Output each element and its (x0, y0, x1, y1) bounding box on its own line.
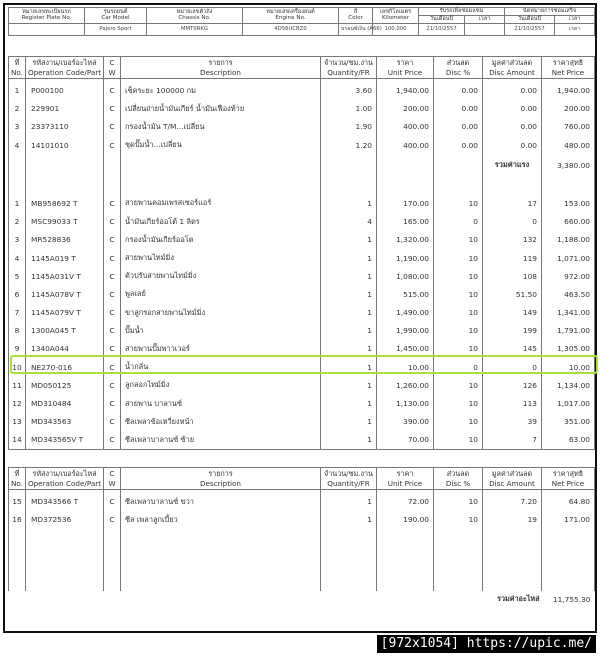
row-disc: 10 (434, 285, 483, 303)
row-disc-amount: 17 (483, 192, 542, 212)
row-code: P000100 (26, 79, 104, 100)
table-row (9, 340, 595, 358)
table-row (9, 490, 595, 511)
col-net: ราคาสุทธิ Net Price (542, 468, 595, 490)
row-no: 10 (9, 358, 26, 376)
row-no: 7 (9, 304, 26, 322)
table-row (9, 213, 595, 231)
row-disc-amount: 145 (483, 340, 542, 358)
row-disc-amount: 0 (483, 358, 542, 376)
row-code: NE270-016 (26, 358, 104, 376)
row-net: 64.80 (542, 490, 595, 511)
row-unit-price: 170.00 (377, 192, 434, 212)
hdr-received: รับรถเพื่อซ่อมแซม (419, 8, 505, 16)
row-unit-price: 1,080.00 (377, 267, 434, 285)
row-desc: น้ำกลั่น (121, 358, 321, 376)
row-net: 63.00 (542, 431, 595, 450)
row-code: MD343565V T (26, 431, 104, 450)
row-desc: พูลเลย์ (121, 285, 321, 303)
row-code: 1300A045 T (26, 322, 104, 340)
row-cw: C (104, 231, 121, 249)
row-code: MD310484 (26, 394, 104, 412)
row-net: 1,071.00 (542, 249, 595, 267)
row-net: 10.00 (542, 358, 595, 376)
row-qty: 1 (321, 490, 377, 511)
hdr-chassis-no: หมายเลขตัวถัง Chassis No. (147, 8, 243, 24)
row-desc: เปลี่ยนถ่ายน้ำมันเกียร์ น้ำมันเฟืองท้าย (121, 100, 321, 118)
row-disc-amount: 0.00 (483, 136, 542, 154)
hdr-received-time: เวลา (465, 15, 505, 23)
table-row (9, 413, 595, 431)
row-net: 1,940.00 (542, 79, 595, 100)
val-received-time (465, 23, 505, 35)
row-code: 1145A079V T (26, 304, 104, 322)
row-net: 1,188.00 (542, 231, 595, 249)
row-disc: 10 (434, 394, 483, 412)
row-disc-amount: 149 (483, 304, 542, 322)
table-row (9, 267, 595, 285)
val-car-model: Pajero Sport (85, 23, 147, 35)
watermark: [972x1054] https://upic.me/ (377, 635, 596, 653)
row-code: MB958692 T (26, 192, 104, 212)
col-no: ที่ No. (9, 57, 26, 79)
hdr-received-date: วันเดือนปี (419, 15, 465, 23)
table-row (9, 231, 595, 249)
row-desc: ชุดปั๊มน้ำ...เปลี่ยน (121, 136, 321, 154)
col-desc: รายการ Description (121, 468, 321, 490)
row-no: 4 (9, 249, 26, 267)
row-disc-amount: 7 (483, 431, 542, 450)
col-cw: C W (104, 57, 121, 79)
val-color: บรอนซ์เงิน (A66) (339, 23, 373, 35)
row-code: 1340A044 (26, 340, 104, 358)
row-unit-price: 1,260.00 (377, 376, 434, 394)
row-net: 1,791.00 (542, 322, 595, 340)
row-desc: ขาลูกรอกสายพานไทม์มิ่ง (121, 304, 321, 322)
hdr-kilometer: เลขกิโลเมตร Kilometer (373, 8, 419, 24)
row-net: 660.00 (542, 213, 595, 231)
row-cw: C (104, 136, 121, 154)
row-qty: 3.60 (321, 79, 377, 100)
table-row (9, 304, 595, 322)
row-no: 4 (9, 136, 26, 154)
col-disc-amount: มูลค่าส่วนลด Disc Amount (483, 57, 542, 79)
row-unit-price: 400.00 (377, 136, 434, 154)
table-row (9, 358, 595, 376)
table-row (9, 100, 595, 118)
table-row (9, 322, 595, 340)
row-cw: C (104, 79, 121, 100)
table-row (9, 249, 595, 267)
row-cw: C (104, 118, 121, 136)
row-cw: C (104, 192, 121, 212)
row-code: MD343566 T (26, 490, 104, 511)
row-qty: 1 (321, 431, 377, 450)
row-disc: 10 (434, 340, 483, 358)
row-cw: C (104, 267, 121, 285)
row-qty: 1 (321, 249, 377, 267)
table-row (9, 192, 595, 212)
row-unit-price: 200.00 (377, 100, 434, 118)
hdr-color: สี Color (339, 8, 373, 24)
row-net: 153.00 (542, 192, 595, 212)
row-qty: 1 (321, 285, 377, 303)
row-disc-amount: 0.00 (483, 79, 542, 100)
row-qty: 1 (321, 340, 377, 358)
row-no: 15 (9, 490, 26, 511)
row-unit-price: 1,190.00 (377, 249, 434, 267)
row-no: 5 (9, 267, 26, 285)
row-unit-price: 1,990.00 (377, 322, 434, 340)
row-code: MD372536 (26, 511, 104, 529)
hdr-car-model: รุ่นรถยนต์ Car Model (85, 8, 147, 24)
row-no: 9 (9, 340, 26, 358)
row-qty: 1 (321, 413, 377, 431)
row-unit-price: 515.00 (377, 285, 434, 303)
row-no: 8 (9, 322, 26, 340)
row-disc: 0.00 (434, 79, 483, 100)
row-unit-price: 70.00 (377, 431, 434, 450)
row-qty: 1 (321, 304, 377, 322)
row-net: 760.00 (542, 118, 595, 136)
row-code: 23373110 (26, 118, 104, 136)
row-net: 480.00 (542, 136, 595, 154)
col-cw: C W (104, 468, 121, 490)
table-row (9, 285, 595, 303)
row-disc-amount: 51.50 (483, 285, 542, 303)
row-qty: 4 (321, 213, 377, 231)
row-disc: 10 (434, 431, 483, 450)
row-desc: ซีลเพลาบาลานซ์ ขวา (121, 490, 321, 511)
row-disc-amount: 0.00 (483, 100, 542, 118)
col-unit: ราคา Unit Price (377, 468, 434, 490)
row-code: 14101010 (26, 136, 104, 154)
row-desc: สายพานไทม์มิ่ง (121, 249, 321, 267)
invoice-page (3, 3, 597, 633)
table-row (9, 511, 595, 529)
row-desc: ลูกลอกไทม์มิ่ง (121, 376, 321, 394)
row-desc: ซีล เพลาลูกเบี้ยว (121, 511, 321, 529)
hdr-appointment: นัดหมายการซ่อมเสร็จ (505, 8, 595, 16)
row-no: 13 (9, 413, 26, 431)
row-disc-amount: 132 (483, 231, 542, 249)
row-code: 1145A078V T (26, 285, 104, 303)
row-cw: C (104, 358, 121, 376)
row-disc-amount: 39 (483, 413, 542, 431)
row-code: MD343563 (26, 413, 104, 431)
row-net: 1,017.00 (542, 394, 595, 412)
col-disc: ส่วนลด Disc % (434, 468, 483, 490)
row-qty: 1.20 (321, 136, 377, 154)
hdr-engine-no: หมายเลขเครื่องยนต์ Engine No. (243, 8, 339, 24)
row-unit-price: 72.00 (377, 490, 434, 511)
row-no: 1 (9, 79, 26, 100)
row-code: 1145A031V T (26, 267, 104, 285)
row-disc: 10 (434, 511, 483, 529)
row-disc-amount: 19 (483, 511, 542, 529)
col-net: ราคาสุทธิ Net Price (542, 57, 595, 79)
table-row (9, 136, 595, 154)
labor-parts-table (8, 56, 595, 450)
row-cw: C (104, 376, 121, 394)
row-qty: 1 (321, 231, 377, 249)
row-no: 2 (9, 100, 26, 118)
row-net: 972.00 (542, 267, 595, 285)
row-cw: C (104, 213, 121, 231)
col-disc-amount: มูลค่าส่วนลด Disc Amount (483, 468, 542, 490)
col-code: รหัสงาน/เบอร์อะไหล่ Operation Code/Part (26, 57, 104, 79)
row-unit-price: 1,450.00 (377, 340, 434, 358)
row-no: 14 (9, 431, 26, 450)
row-desc: ตัวปรับสายพานไทม์มิ่ง (121, 267, 321, 285)
parts-total-label: รวมค่าอะไหล่ (497, 594, 540, 604)
row-disc-amount: 0 (483, 213, 542, 231)
row-cw: C (104, 511, 121, 529)
row-unit-price: 1,130.00 (377, 394, 434, 412)
row-no: 6 (9, 285, 26, 303)
row-disc: 0 (434, 358, 483, 376)
row-unit-price: 400.00 (377, 118, 434, 136)
row-cw: C (104, 285, 121, 303)
col-code: รหัสงาน/เบอร์อะไหล่ Operation Code/Part (26, 468, 104, 490)
row-disc: 0 (434, 213, 483, 231)
row-disc: 10 (434, 413, 483, 431)
row-qty: 1.90 (321, 118, 377, 136)
row-desc: ซีลเพลาบาลานซ์ ซ้าย (121, 431, 321, 450)
col-unit: ราคา Unit Price (377, 57, 434, 79)
col-qty: จำนวน/ชม.งาน Quantity/FR (321, 57, 377, 79)
table-row (9, 394, 595, 412)
row-disc: 10 (434, 304, 483, 322)
row-qty: 1 (321, 376, 377, 394)
row-disc: 10 (434, 231, 483, 249)
row-qty: 1 (321, 511, 377, 529)
row-qty: 1 (321, 358, 377, 376)
val-kilometer: 100,000 (373, 23, 419, 35)
val-received-date: 21/10/2557 (419, 23, 465, 35)
row-disc-amount: 108 (483, 267, 542, 285)
row-disc: 10 (434, 249, 483, 267)
row-cw: C (104, 340, 121, 358)
hdr-appointment-date: วันเดือนปี (505, 15, 555, 23)
row-no: 3 (9, 118, 26, 136)
row-cw: C (104, 431, 121, 450)
row-qty: 1 (321, 322, 377, 340)
row-qty: 1 (321, 267, 377, 285)
row-cw: C (104, 490, 121, 511)
row-desc: กรองน้ำมันเกียร์ออโต (121, 231, 321, 249)
row-net: 1,305.00 (542, 340, 595, 358)
row-code: 229901 (26, 100, 104, 118)
row-unit-price: 1,320.00 (377, 231, 434, 249)
row-unit-price: 190.00 (377, 511, 434, 529)
row-net: 1,134.00 (542, 376, 595, 394)
row-no: 1 (9, 192, 26, 212)
row-disc: 10 (434, 192, 483, 212)
val-chassis-no: MMT0RKG (147, 23, 243, 35)
col-qty: จำนวน/ชม.งาน Quantity/FR (321, 468, 377, 490)
row-code: MD050125 (26, 376, 104, 394)
row-no: 12 (9, 394, 26, 412)
col-no: ที่ No. (9, 468, 26, 490)
row-disc: 10 (434, 267, 483, 285)
row-desc: ซีลเพลาข้อเหวี่ยงหน้า (121, 413, 321, 431)
parts-total: 11,755.30 (552, 595, 591, 605)
row-disc: 10 (434, 490, 483, 511)
row-code: MR528836 (26, 231, 104, 249)
val-register-plate (9, 23, 85, 35)
row-desc: ปั๊มน้ำ (121, 322, 321, 340)
row-desc: กรองน้ำมัน T/M...เปลี่ยน (121, 118, 321, 136)
row-unit-price: 10.00 (377, 358, 434, 376)
row-unit-price: 1,940.00 (377, 79, 434, 100)
row-disc: 0.00 (434, 118, 483, 136)
row-disc: 0.00 (434, 136, 483, 154)
row-desc: สายพานคอมเพรสเซอร์แอร์ (121, 192, 321, 212)
row-qty: 1.00 (321, 100, 377, 118)
row-code: 1145A019 T (26, 249, 104, 267)
hdr-register-plate: หมายเลขทะเบียนรถ Register Plate No. (9, 8, 85, 24)
row-qty: 1 (321, 192, 377, 212)
row-net: 463.50 (542, 285, 595, 303)
row-disc: 0.00 (434, 100, 483, 118)
row-cw: C (104, 413, 121, 431)
val-appointment-time: เวลา (555, 23, 595, 35)
table-row (9, 118, 595, 136)
row-disc: 10 (434, 322, 483, 340)
row-cw: C (104, 100, 121, 118)
row-disc-amount: 0.00 (483, 118, 542, 136)
row-desc: เช็คระยะ 100000 กม (121, 79, 321, 100)
hdr-appointment-time: เวลา (555, 15, 595, 23)
labor-total-label: รวมค่าแรง (483, 154, 542, 174)
col-disc: ส่วนลด Disc % (434, 57, 483, 79)
row-unit-price: 390.00 (377, 413, 434, 431)
table-row (9, 376, 595, 394)
row-net: 171.00 (542, 511, 595, 529)
row-no: 16 (9, 511, 26, 529)
row-net: 200.00 (542, 100, 595, 118)
row-code: MSC99033 T (26, 213, 104, 231)
row-no: 2 (9, 213, 26, 231)
val-engine-no: 4D56UCBZ0 (243, 23, 339, 35)
row-cw: C (104, 249, 121, 267)
row-cw: C (104, 322, 121, 340)
row-cw: C (104, 394, 121, 412)
row-net: 1,341.00 (542, 304, 595, 322)
row-no: 3 (9, 231, 26, 249)
row-disc-amount: 126 (483, 376, 542, 394)
row-no: 11 (9, 376, 26, 394)
col-desc: รายการ Description (121, 57, 321, 79)
row-unit-price: 1,490.00 (377, 304, 434, 322)
row-desc: สายพาน บาลานซ์ (121, 394, 321, 412)
row-disc: 10 (434, 376, 483, 394)
row-net: 351.00 (542, 413, 595, 431)
row-disc-amount: 113 (483, 394, 542, 412)
parts-table-continued (8, 467, 595, 609)
vehicle-info-table (8, 7, 595, 36)
row-qty: 1 (321, 394, 377, 412)
table-row (9, 431, 595, 450)
row-disc-amount: 119 (483, 249, 542, 267)
row-disc-amount: 199 (483, 322, 542, 340)
row-desc: น้ำมันเกียร์ออโต้ 1 ลิตร (121, 213, 321, 231)
row-desc: สายพานปั๊มพาวเวอร์ (121, 340, 321, 358)
table-row (9, 79, 595, 100)
labor-total: 3,380.00 (542, 154, 595, 174)
row-unit-price: 165.00 (377, 213, 434, 231)
val-appointment-date: 21/10/2557 (505, 23, 555, 35)
row-cw: C (104, 304, 121, 322)
row-disc-amount: 7.20 (483, 490, 542, 511)
